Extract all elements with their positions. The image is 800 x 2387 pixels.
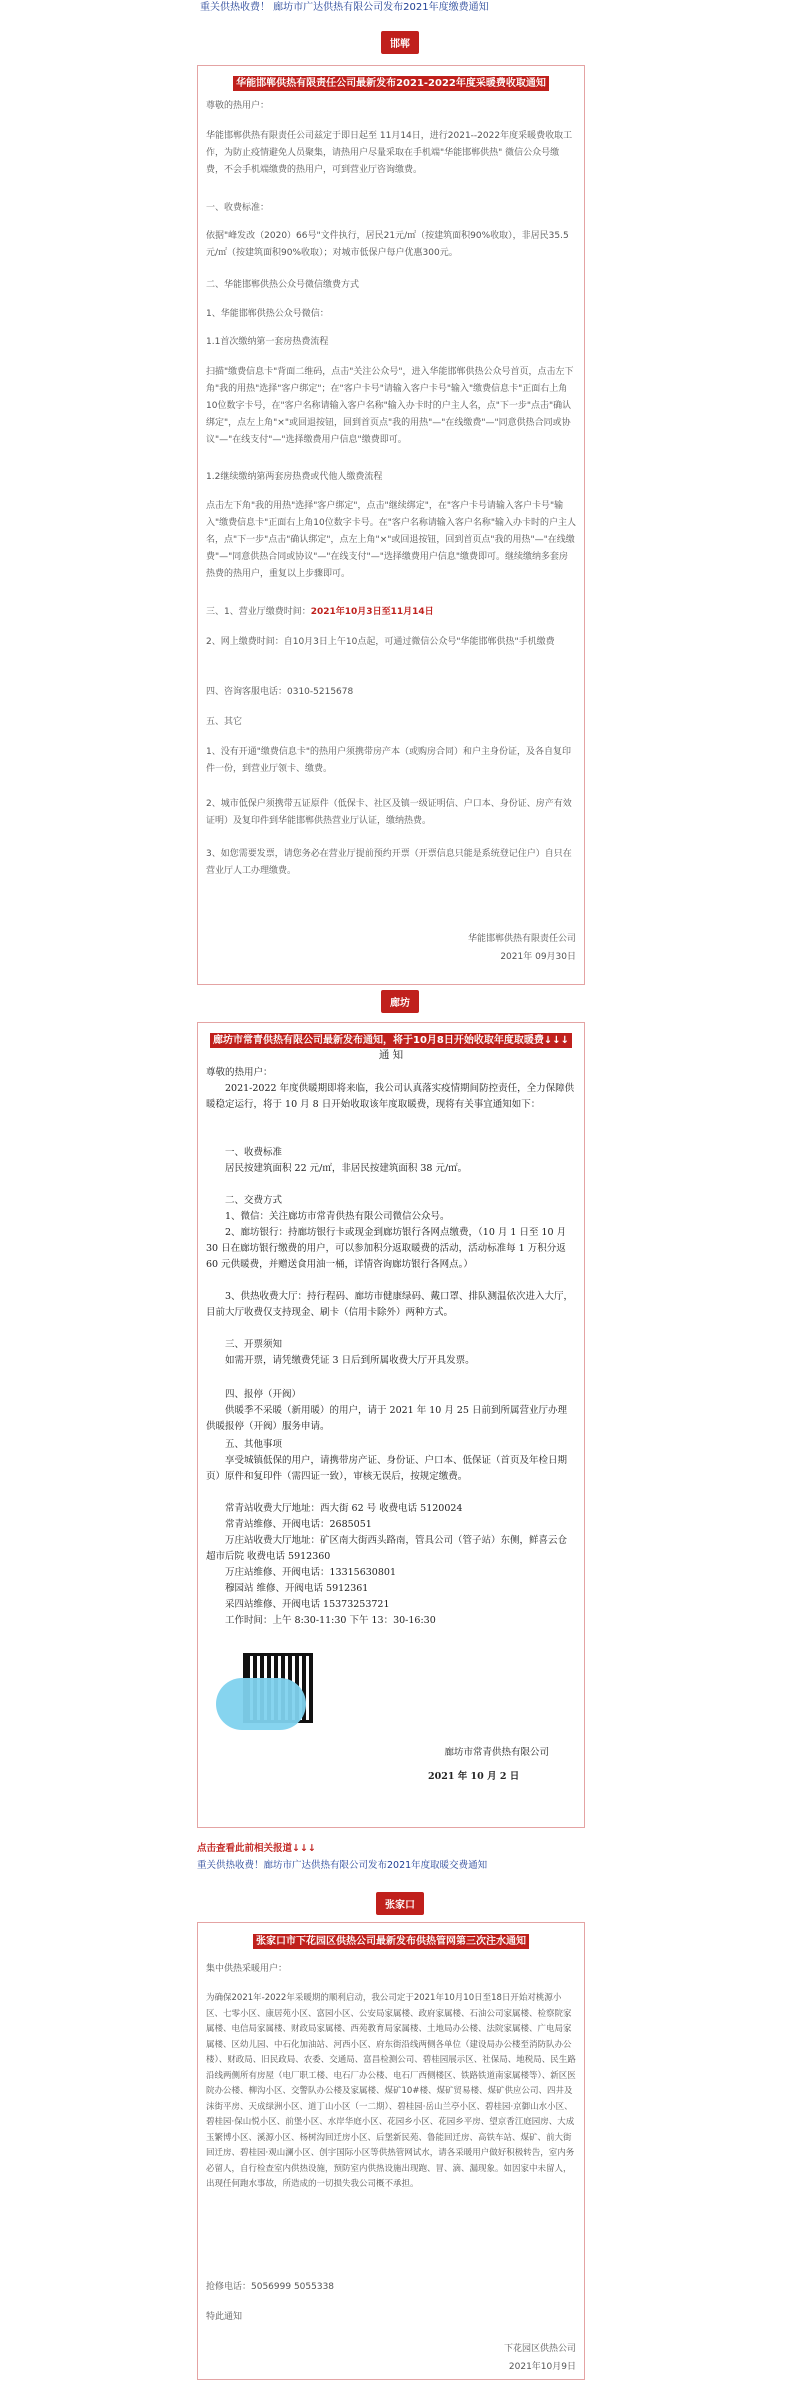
paragraph: 1、没有开通"缴费信息卡"的热用户须携带房产本（或购房合同）和户主身份证，及各自复印件一份，到营业厅领卡、缴费。 xyxy=(206,747,572,774)
paragraph: 尊敬的热用户： xyxy=(206,101,270,111)
paragraph: 依据"峰发改（2020）66号"文件执行，居民21元/㎡（按建筑面积90%收取），非居民35.5元/㎡（按建筑面积90%收取）；对城市低保户每户优惠300元。 xyxy=(206,231,569,258)
notice-line: 穆园站 维修、开阀电话 5912361 xyxy=(225,1583,369,1594)
notice-line: 万庄站维修、开阀电话：13315630801 xyxy=(225,1567,396,1578)
paragraph: 华能邯郸供热有限责任公司兹定于即日起至 11月14日，进行2021--2022年度采暖费收取工作，为防止疫情避免人员聚集，请热用户尽量采取在手机端"华能邯郸供热" 微信公众号缴费，不会手机端缴费的热用户，可到营业厅咨询缴费。 xyxy=(206,131,573,175)
notice-line: 享受城镇低保的用户，请携带房产证、身份证、户口本、低保证（首页及年检日期页）原件和复印件（需四证一致），审核无误后，按规定缴费。 xyxy=(206,1455,568,1482)
notice-line: 如需开票，请凭缴费凭证 3 日后到所属收费大厅开具发票。 xyxy=(225,1355,475,1366)
section-tag-handan: 邯郸 xyxy=(381,31,419,54)
related-report-link[interactable]: 重关供热收费！廊坊市广达供热有限公司发布2021年度取暖交费通知 xyxy=(197,1860,488,1871)
paragraph: 一、收费标准： xyxy=(206,203,270,213)
paragraph: 扫描"缴费信息卡"背面二维码，点击"关注公众号"，进入华能邯郸供热公众号首页，点击左下角"我的用热"选择"客户绑定"；在"客户卡号"请输入客户卡号"输入"缴费信息卡"正面右上角10位数字卡号，在"客户名称请输入客户名称"输入办卡时的户主人名，点"下一步"点击"确认绑定"，点左上角"×"或回退按钮，回到首页点"我的用热"—"在线缴费"—"同意供热合同或协议"—"在线支付"—"选择缴费用户信息"缴费即可。 xyxy=(206,367,574,445)
notice-line: 万庄站收费大厅地址：矿区南大街西头路南，管具公司（管子站）东侧，鲜喜云仓超市后院 收费电话 5912360 xyxy=(206,1535,568,1562)
paragraph: 1、华能邯郸供热公众号微信： xyxy=(206,309,329,319)
notice-line: 一、收费标准 xyxy=(225,1147,283,1158)
related-reports-label: 点击查看此前相关报道↓↓↓ xyxy=(197,1843,316,1854)
paragraph: 二、华能邯郸供热公众号微信缴费方式 xyxy=(206,280,360,290)
paragraph: 为确保2021年-2022年采暖期的顺利启动，我公司定于2021年10月10日至18日开始对桃源小区、七零小区、康居苑小区、富园小区、公安局家属楼、政府家属楼、石油公司家属楼、检察院家属楼、电信局家属楼、财政局家属楼、西苑教育局家属楼、土地局办公楼、法院家属楼、广电局家属楼、区幼儿园、中石化加油站、河西小区、府东街沿线两侧各单位（建设局办公楼至消防队办公楼）、财政局、旧民政局、农委、交通局、富昌检测公司、碧桂园展示区、社保局、地税局、民生路沿线两侧所有房屋（电厂职工楼、电石厂办公楼、电石厂西侧楼区、铁路铁道南家属楼等）、新区医院办公楼、柳沟小区、交警队办公楼及家属楼、煤矿10#楼、煤矿贸易楼、煤矿供应公司、四井及沫街平房、天成绿洲小区、道丁山小区（一二期）、碧桂园·岳山兰亭小区、碧桂园·京御山水小区、碧桂园·保山悦小区、前堡小区、水岸华庭小区、花园乡小区、花园乡平房、望京香江庭园房、大成玉繁博小区、溪源小区、杨树沟回迁房小区、后堡新民苑、鲁能回迁房、高铁车站、煤矿、前大街回迁房、碧桂园·观山澜小区、创宇国际小区等供热管网试水，请各采暖用户做好积极转告，室内务必留人，自行检查室内供热设施，预防室内供热设施出现跑、冒、滴、漏现象。如因家中未留人，出现任何跑水事故，所造成的一切损失我公司概不承担。 xyxy=(206,1993,576,2189)
zhangjiakou-notice-card xyxy=(197,1922,585,2380)
notice-line: 常青站收费大厅地址：西大街 62 号 收费电话 5120024 xyxy=(225,1503,463,1514)
zhangjiakou-notice-title: 张家口市下花园区供热公司最新发布供热管网第三次注水通知 xyxy=(198,1929,584,1948)
paragraph: 四、咨询客服电话：0310-5215678 xyxy=(206,687,354,697)
notice-line: 居民按建筑面积 22 元/㎡，非居民按建筑面积 38 元/㎡。 xyxy=(225,1163,468,1174)
notice-line: 2021-2022 年度供暖期即将来临，我公司认真落实疫情期间防控责任，全力保障供暖稳定运行，将于 10 月 8 日开始收取该年度取暖费，现将有关事宜通知如下： xyxy=(206,1083,575,1110)
langfang-notice-title: 廊坊市常青供热有限公司最新发布通知，将于10月8日开始收取年度取暖费↓↓↓ xyxy=(198,1028,584,1047)
hall-time-value: 2021年10月3日至11月14日 xyxy=(310,607,434,617)
handan-notice-title: 华能邯郸供热有限责任公司最新发布2021-2022年度采暖费收取通知 xyxy=(198,71,584,90)
zhangjiakou-signer: 下花园区供热公司 xyxy=(503,2344,576,2354)
notice-line: 四、报停（开阀） xyxy=(225,1389,302,1400)
redaction-mark xyxy=(216,1678,306,1730)
paragraph: 2、城市低保户须携带五证原件（低保卡、社区及镇一级证明信、户口本、身份证、房产有效证明）及复印件到华能邯郸供热营业厅认证，缴纳热费。 xyxy=(206,799,572,826)
langfang-date: 2021 年 10 月 2 日 xyxy=(428,1771,520,1782)
paragraph: 五、其它 xyxy=(206,717,243,727)
paragraph: 1.1首次缴纳第一套房热费流程 xyxy=(206,337,329,347)
paragraph: 2、网上缴费时间：自10月3日上午10点起，可通过微信公众号"华能邯郸供热"手机缴费 xyxy=(206,637,555,647)
handan-notice-card xyxy=(197,65,585,985)
notice-line: 供暖季不采暖（新用暖）的用户，请于 2021 年 10 月 25 日前到所属营业厅办理供暖报停（开阀）服务申请。 xyxy=(206,1405,567,1432)
top-related-link[interactable]: 重关供热收费！ 廊坊市广达供热有限公司发布2021年度缴费通知 xyxy=(200,2,489,13)
notice-line: 常青站维修、开阀电话：2685051 xyxy=(225,1519,372,1530)
section-tag-langfang: 廊坊 xyxy=(381,990,419,1013)
notice-line: 尊敬的热用户： xyxy=(206,1067,273,1078)
notice-line: 三、开票须知 xyxy=(225,1339,283,1350)
notice-line: 3、供热收费大厅：持行程码、廊坊市健康绿码、戴口罩、排队测温依次进入大厅，目前大厅收费仅支持现金、刷卡（信用卡除外）两种方式。 xyxy=(206,1291,574,1318)
hall-time-line xyxy=(206,604,576,621)
langfang-notice-heading: 通 知 xyxy=(378,1049,404,1061)
paragraph: 特此通知 xyxy=(206,2312,243,2322)
notice-line: 采四站维修、开阀电话 15373253721 xyxy=(225,1599,390,1610)
handan-date: 2021年 09月30日 xyxy=(500,952,576,962)
paragraph: 3、如您需要发票，请您务必在营业厅提前预约开票（开票信息只能是系统登记住户）自只在营业厅人工办理缴费。 xyxy=(206,849,572,876)
paragraph: 点击左下角"我的用热"选择"客户绑定"，点击"继续绑定"，在"客户卡号请输入客户卡号"输入"缴费信息卡"正面右上角10位数字卡号。在"客户名称请输入客户名称"输入办卡时的户主人名，点"下一步"点击"确认绑定"，点左上角"×"或回退按钮，回到首页点"我的用热"—"在线缴费"—"同意供热合同或协议"—"在线支付"—"选择缴费用户信息"缴费即可。继续缴纳多套房热费的热用户，重复以上步骤即可。 xyxy=(206,501,577,579)
section-tag-zhangjiakou: 张家口 xyxy=(376,1892,424,1915)
notice-line: 1、微信：关注廊坊市常青供热有限公司微信公众号。 xyxy=(225,1211,450,1222)
langfang-notice-card xyxy=(197,1022,585,1828)
notice-line: 二、交费方式 xyxy=(225,1195,283,1206)
paragraph: 1.2继续缴纳第两套房热费或代他人缴费流程 xyxy=(206,472,383,482)
notice-line: 2、廊坊银行：持廊坊银行卡或现金到廊坊银行各网点缴费，（10 月 1 日至 10 月 30 日在廊坊银行缴费的用户，可以参加积分返取暖费的活动，活动标准每 1 万积分返 60 元供暖费，并赠送食用油一桶，详情咨询廊坊银行各网点。） xyxy=(206,1227,567,1270)
zhangjiakou-date: 2021年10月9日 xyxy=(508,2362,576,2372)
paragraph: 抢修电话：5056999 5055338 xyxy=(206,2282,335,2292)
notice-line: 工作时间：上午 8:30-11:30 下午 13：30-16:30 xyxy=(225,1615,436,1626)
hall-time-label: 三、1、营业厅缴费时间： xyxy=(206,607,311,617)
notice-line: 五、其他事项 xyxy=(225,1439,283,1450)
langfang-signer: 廊坊市常青供热有限公司 xyxy=(444,1747,549,1758)
paragraph: 集中供热采暖用户： xyxy=(206,1964,288,1974)
handan-signer: 华能邯郸供热有限责任公司 xyxy=(467,934,576,944)
